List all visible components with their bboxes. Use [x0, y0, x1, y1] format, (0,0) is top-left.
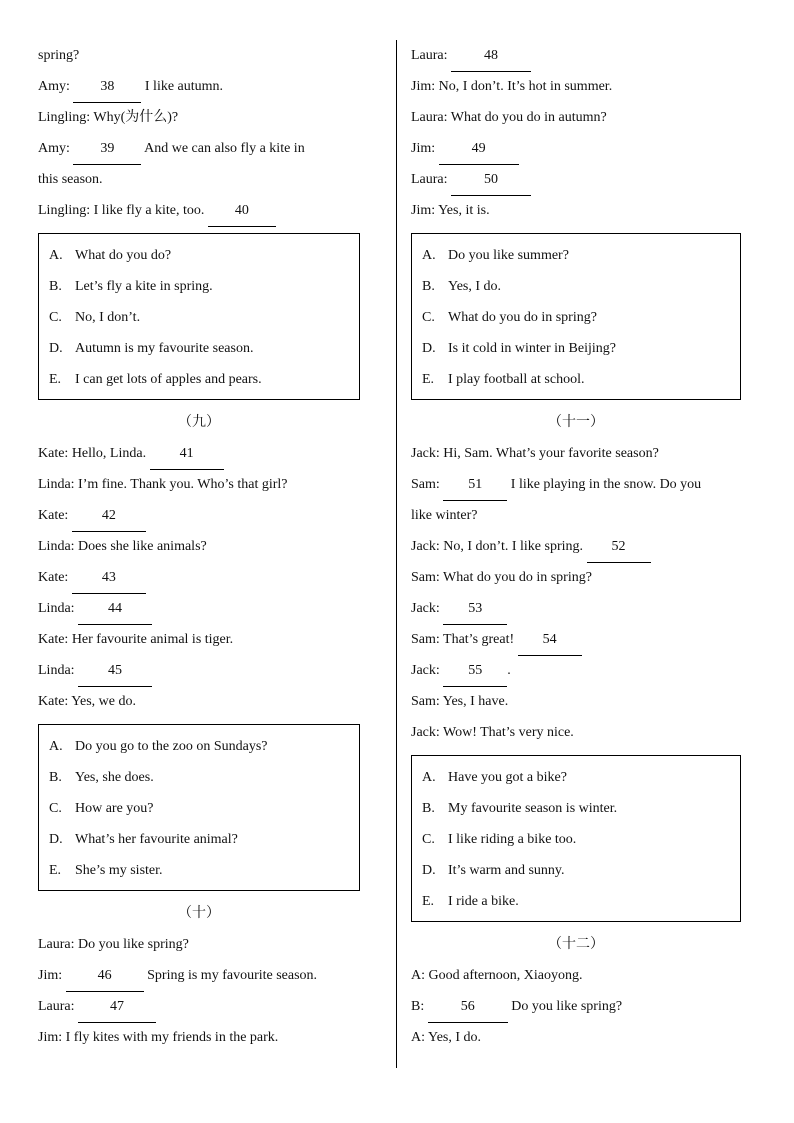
dialogue-line: [38, 438, 360, 469]
option-item: [49, 271, 359, 302]
dialogue-line: [38, 71, 360, 102]
after-text: And we can also fly a kite in: [144, 141, 305, 156]
option-letter: A.: [422, 248, 436, 263]
dialogue-line: [411, 40, 741, 71]
option-text: What do you do?: [75, 248, 172, 263]
option-text: I ride a bike.: [448, 894, 519, 909]
option-letter: C.: [49, 310, 62, 325]
dialogue-line: [38, 1022, 360, 1053]
speaker-text: Jim: No, I don’t. It’s hot in summer.: [411, 79, 613, 94]
option-text: She’s my sister.: [75, 863, 163, 878]
dialogue-line: [38, 929, 360, 960]
speaker-text: Kate: Yes, we do.: [38, 694, 136, 709]
column-divider: [396, 40, 397, 1068]
dialogue-line: [411, 655, 741, 686]
option-item: [422, 302, 740, 333]
option-text: Autumn is my favourite season.: [75, 341, 254, 356]
dialogue-line: [411, 531, 741, 562]
answer-blank[interactable]: 48: [451, 40, 531, 72]
answer-blank[interactable]: 55: [443, 655, 507, 687]
answer-blank[interactable]: 39: [73, 133, 141, 165]
dialogue-line: spring?: [38, 48, 80, 63]
option-item: [422, 333, 740, 364]
answer-blank[interactable]: 56: [428, 991, 508, 1023]
speaker-text: Laura: Do you like spring?: [38, 937, 189, 952]
option-text: I can get lots of apples and pears.: [75, 372, 262, 387]
speaker-text: Kate:: [38, 570, 69, 585]
dialogue-line: [38, 469, 360, 500]
options-box: [411, 233, 741, 400]
option-letter: D.: [422, 863, 436, 878]
dialogue-line: [38, 195, 360, 226]
dialogue-line: [38, 991, 360, 1022]
section-heading-12: （十二）: [548, 937, 604, 952]
option-letter: D.: [422, 341, 436, 356]
section-heading-9: （九）: [178, 415, 220, 430]
option-letter: B.: [49, 279, 62, 294]
dialogue-line: like winter?: [411, 508, 478, 523]
option-text: Do you like summer?: [448, 248, 569, 263]
option-text: Yes, I do.: [448, 279, 502, 294]
speaker-text: Kate: Her favourite animal is tiger.: [38, 632, 234, 647]
option-letter: B.: [422, 279, 435, 294]
speaker-text: Jack: Wow! That’s very nice.: [411, 725, 574, 740]
speaker-text: Jack:: [411, 663, 440, 678]
option-text: Let’s fly a kite in spring.: [75, 279, 213, 294]
option-item: [422, 762, 740, 793]
option-text: It’s warm and sunny.: [448, 863, 565, 878]
dialogue-line: [411, 593, 741, 624]
option-text: I like riding a bike too.: [448, 832, 577, 847]
speaker-text: Jack: No, I don’t. I like spring.: [411, 539, 583, 554]
left-column: [38, 40, 360, 1053]
speaker-text: Laura: What do you do in autumn?: [411, 110, 607, 125]
dialogue-line: [411, 717, 741, 748]
dialogue-line: Jack: Hi, Sam. What’s your favorite season?: [411, 446, 659, 461]
answer-blank[interactable]: 41: [150, 438, 224, 470]
answer-blank[interactable]: 51: [443, 469, 507, 501]
option-text: What do you do in spring?: [448, 310, 597, 325]
option-text: No, I don’t.: [75, 310, 141, 325]
answer-blank[interactable]: 44: [78, 593, 152, 625]
option-letter: C.: [422, 310, 435, 325]
option-letter: A.: [49, 248, 63, 263]
option-text: Is it cold in winter in Beijing?: [448, 341, 616, 356]
speaker-text: Amy:: [38, 141, 70, 156]
speaker-text: Amy:: [38, 79, 70, 94]
option-text: Yes, she does.: [75, 770, 154, 785]
option-item: [49, 240, 359, 271]
speaker-text: A: Yes, I do.: [411, 1030, 482, 1045]
dialogue-line: [38, 500, 360, 531]
option-text: What’s her favourite animal?: [75, 832, 238, 847]
speaker-text: Linda: Does she like animals?: [38, 539, 207, 554]
after-text: Do you like spring?: [511, 999, 623, 1014]
speaker-text: Kate:: [38, 508, 69, 523]
speaker-text: Jim:: [38, 968, 63, 983]
dialogue-line: [411, 164, 741, 195]
option-item: [49, 302, 359, 333]
speaker-text: Laura:: [411, 48, 448, 63]
option-item: [49, 824, 359, 855]
option-item: [49, 855, 359, 886]
speaker-text: A: Good afternoon, Xiaoyong.: [411, 968, 583, 983]
speaker-text: Laura:: [411, 172, 448, 187]
dialogue-line: [38, 593, 360, 624]
dialogue-line: [411, 960, 741, 991]
speaker-text: Sam:: [411, 477, 440, 492]
dialogue-line: Lingling: Why(为什么)?: [38, 110, 179, 125]
answer-blank[interactable]: 53: [443, 593, 507, 625]
option-text: I play football at school.: [448, 372, 585, 387]
speaker-text: Jim: I fly kites with my friends in the park.: [38, 1030, 279, 1045]
answer-blank[interactable]: 45: [78, 655, 152, 687]
speaker-text: B:: [411, 999, 425, 1014]
option-item: [49, 731, 359, 762]
option-text: My favourite season is winter.: [448, 801, 618, 816]
dialogue-line: [411, 624, 741, 655]
speaker-text: Lingling: I like fly a kite, too.: [38, 203, 205, 218]
answer-blank[interactable]: 43: [72, 562, 146, 594]
option-letter: C.: [422, 832, 435, 847]
option-text: Have you got a bike?: [448, 770, 567, 785]
dialogue-line: [411, 469, 741, 500]
dialogue-line: [38, 562, 360, 593]
option-letter: E.: [422, 372, 435, 387]
option-item: [49, 364, 359, 395]
dialogue-line: [411, 562, 741, 593]
option-text: How are you?: [75, 801, 154, 816]
option-letter: E.: [49, 863, 62, 878]
answer-blank[interactable]: 38: [73, 71, 141, 103]
option-letter: A.: [49, 739, 63, 754]
option-item: [49, 762, 359, 793]
dialogue-line: [411, 1022, 741, 1053]
answer-blank[interactable]: 42: [72, 500, 146, 532]
speaker-text: Laura:: [38, 999, 75, 1014]
option-item: [422, 824, 740, 855]
dialogue-line: [38, 686, 360, 717]
dialogue-line: [411, 686, 741, 717]
option-item: [422, 364, 740, 395]
dialogue-line: [38, 133, 360, 164]
dialogue-line: [411, 102, 741, 133]
after-text: .: [507, 663, 511, 678]
speaker-text: Linda:: [38, 601, 75, 616]
dialogue-line: [411, 195, 741, 226]
speaker-text: Linda:: [38, 663, 75, 678]
answer-blank[interactable]: 47: [78, 991, 156, 1023]
option-item: [422, 793, 740, 824]
option-item: [422, 271, 740, 302]
option-item: [49, 333, 359, 364]
dialogue-line: [411, 133, 741, 164]
speaker-text: Jim: Yes, it is.: [411, 203, 490, 218]
dialogue-line: [38, 655, 360, 686]
answer-blank[interactable]: 46: [66, 960, 144, 992]
section-heading-11: （十一）: [548, 415, 604, 430]
after-text: I like autumn.: [144, 79, 224, 94]
option-letter: B.: [49, 770, 62, 785]
speaker-text: Sam: Yes, I have.: [411, 694, 509, 709]
answer-blank[interactable]: 52: [587, 531, 651, 563]
option-item: [422, 886, 740, 917]
after-text: Spring is my favourite season.: [147, 968, 318, 983]
options-box: [38, 233, 360, 400]
option-letter: A.: [422, 770, 436, 785]
option-letter: D.: [49, 341, 63, 356]
dialogue-line: [411, 71, 741, 102]
option-text: Do you go to the zoo on Sundays?: [75, 739, 268, 754]
option-letter: D.: [49, 832, 63, 847]
dialogue-line: [411, 991, 741, 1022]
option-item: [49, 793, 359, 824]
speaker-text: Sam: What do you do in spring?: [411, 570, 592, 585]
right-column: [411, 40, 741, 1053]
dialogue-line: [38, 960, 360, 991]
dialogue-line: this season.: [38, 172, 103, 187]
option-letter: B.: [422, 801, 435, 816]
answer-blank[interactable]: 50: [451, 164, 531, 196]
section-heading-10: （十）: [178, 906, 220, 921]
answer-blank[interactable]: 54: [518, 624, 582, 656]
option-item: [422, 855, 740, 886]
speaker-text: Linda: I’m fine. Thank you. Who’s that girl?: [38, 477, 288, 492]
option-item: [422, 240, 740, 271]
option-letter: C.: [49, 801, 62, 816]
option-letter: E.: [422, 894, 435, 909]
dialogue-line: [38, 624, 360, 655]
dialogue-line: [38, 531, 360, 562]
option-letter: E.: [49, 372, 62, 387]
options-box: [38, 724, 360, 891]
options-box: [411, 755, 741, 922]
answer-blank[interactable]: 40: [208, 195, 276, 227]
after-text: I like playing in the snow. Do you: [510, 477, 702, 492]
speaker-text: Kate: Hello, Linda.: [38, 446, 147, 461]
speaker-text: Jim:: [411, 141, 436, 156]
speaker-text: Sam: That’s great!: [411, 632, 515, 647]
answer-blank[interactable]: 49: [439, 133, 519, 165]
speaker-text: Jack:: [411, 601, 440, 616]
